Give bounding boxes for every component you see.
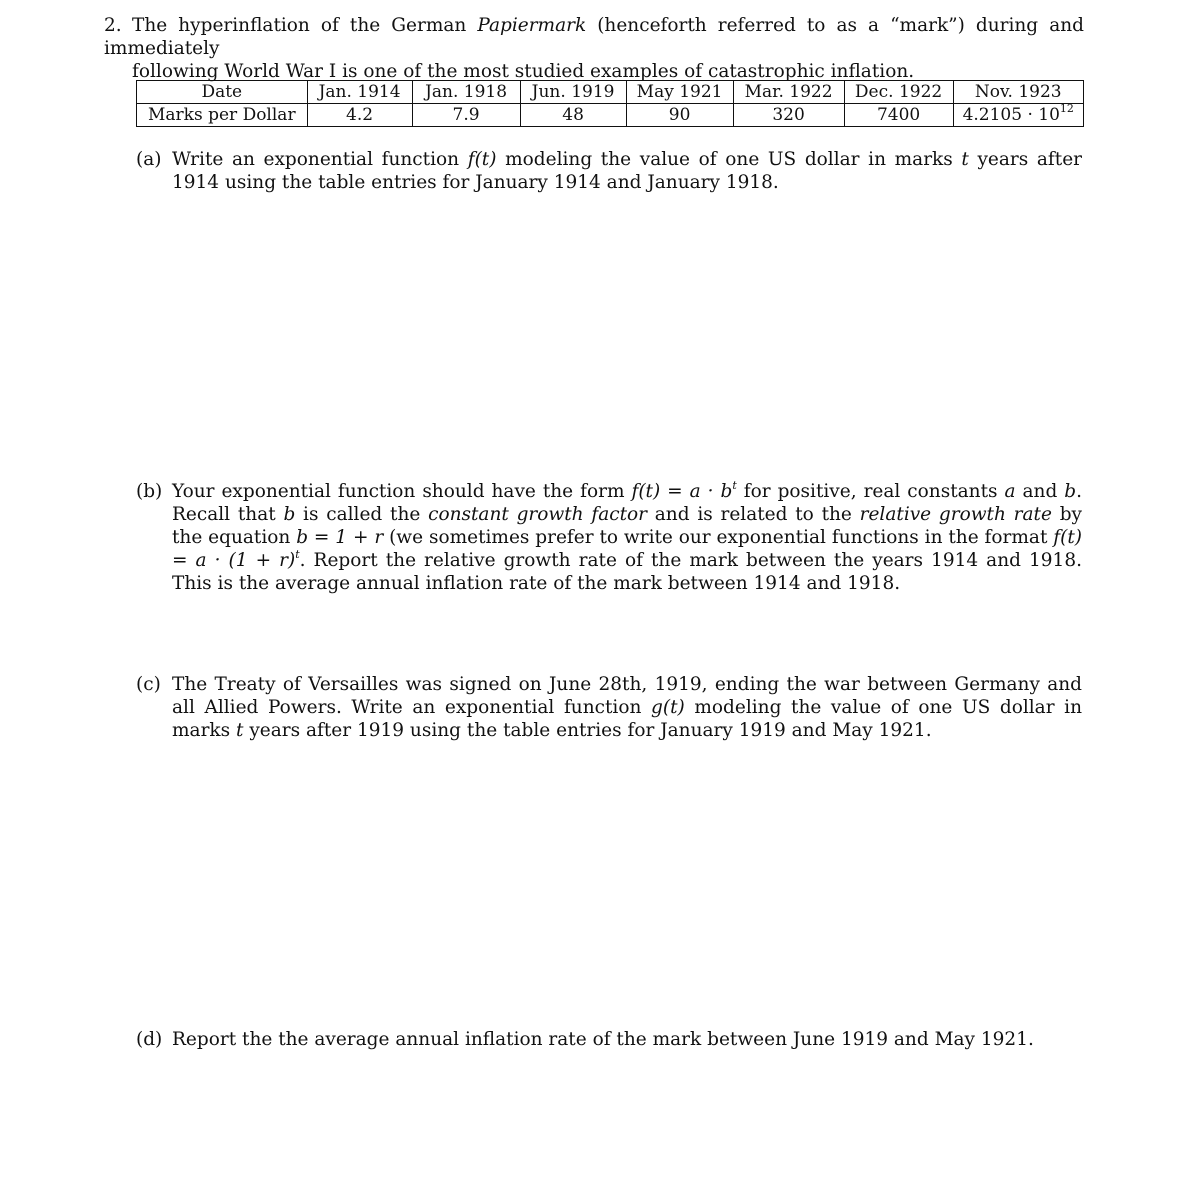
row-label-date: Date xyxy=(137,81,308,104)
part-a-text-1: Write an exponential function xyxy=(172,149,468,170)
part-b-math-b: b xyxy=(1064,481,1077,502)
part-a-text xyxy=(136,148,1082,194)
part-c-text xyxy=(136,673,1082,742)
part-c xyxy=(136,673,1082,742)
part-b-math-eq: b = 1 + r xyxy=(296,527,384,548)
date-cell: Jan. 1914 xyxy=(307,81,412,104)
date-cell: Jan. 1918 xyxy=(412,81,520,104)
part-b-math-exp2: t xyxy=(295,547,300,561)
intro-text-pre: The hyperinflation of the German xyxy=(132,15,478,36)
intro-line-2: following World War I is one of the most studied examples of catastrophic inflation. xyxy=(132,61,915,82)
problem-intro xyxy=(104,14,1084,83)
value-cell: 7400 xyxy=(844,104,953,127)
part-b-label: (b) xyxy=(136,481,163,502)
row-label-marks: Marks per Dollar xyxy=(137,104,308,127)
part-a xyxy=(136,148,1082,194)
value-cell: 320 xyxy=(733,104,844,127)
part-d xyxy=(136,1028,1082,1051)
value-cell: 48 xyxy=(520,104,626,127)
intro-italic-term: Papiermark xyxy=(477,15,587,36)
part-c-text-1: The Treaty of Versailles was signed on June 28th, 1919, ending the war between Germany and all Allied Powers. Write an exponential function xyxy=(172,674,1082,718)
part-d-text: Report the the average annual inflation rate of the mark between June 1919 and May 1921. xyxy=(172,1029,1034,1050)
date-cell: May 1921 xyxy=(626,81,733,104)
part-c-text-3: years after 1919 using the table entries for January 1919 and May 1921. xyxy=(243,720,932,741)
part-b-text-7: by the equation xyxy=(172,504,1082,548)
part-b-text-3: and xyxy=(1015,481,1065,502)
part-b-text-9: . Report the relative growth rate of the mark between the years 1914 and 1918. This is the average annual inflation rate of the mark between 1914 and 1918. xyxy=(172,550,1082,594)
marks-table xyxy=(136,80,1084,127)
value-cell: 4.2 xyxy=(307,104,412,127)
part-a-math-t: t xyxy=(961,149,969,170)
part-b-text-4: . Recall that xyxy=(172,481,1082,525)
problem-number: 2. xyxy=(104,15,122,36)
part-b-math-form1: f(t) = a · b xyxy=(631,481,733,502)
date-cell: Mar. 1922 xyxy=(733,81,844,104)
part-b-text xyxy=(136,480,1082,595)
date-cell: Jun. 1919 xyxy=(520,81,626,104)
part-b-text-8: (we sometimes prefer to write our exponential functions in the format xyxy=(383,527,1054,548)
part-b-text-1: Your exponential function should have the form xyxy=(172,481,632,502)
part-c-math-g: g(t) xyxy=(651,697,685,718)
part-c-math-t: t xyxy=(236,720,244,741)
part-b-text-5: is called the xyxy=(295,504,429,525)
value-cell-scientific xyxy=(953,104,1083,127)
table-row-values xyxy=(137,104,1084,127)
value-cell: 90 xyxy=(626,104,733,127)
part-b-math-form2: f(t) = a · (1 + r) xyxy=(172,527,1082,571)
part-b-term-growth-factor: constant growth factor xyxy=(428,504,648,525)
value-exponent: 12 xyxy=(1059,102,1074,116)
part-a-label: (a) xyxy=(136,149,162,170)
value-mantissa: 4.2105 · 10 xyxy=(962,105,1060,125)
part-b-math-exp1: t xyxy=(732,478,737,492)
part-b-text-2: for positive, real constants xyxy=(736,481,1005,502)
part-a-text-2: modeling the value of one US dollar in marks xyxy=(496,149,962,170)
part-a-math-f: f(t) xyxy=(467,149,497,170)
part-a-text-3: years after 1914 using the table entries for January 1914 and January 1918. xyxy=(172,149,1082,193)
part-d-label: (d) xyxy=(136,1029,163,1050)
part-c-label: (c) xyxy=(136,674,161,695)
date-cell: Dec. 1922 xyxy=(844,81,953,104)
table-row-dates xyxy=(137,81,1084,104)
part-b-term-growth-rate: relative growth rate xyxy=(859,504,1052,525)
date-cell: Nov. 1923 xyxy=(953,81,1083,104)
part-b-text-6: and is related to the xyxy=(647,504,860,525)
value-cell: 7.9 xyxy=(412,104,520,127)
part-b-math-a: a xyxy=(1004,481,1016,502)
intro-text-post: (henceforth referred to as a “mark”) during and immediately xyxy=(104,15,1084,59)
part-b-math-b2: b xyxy=(283,504,296,525)
part-b xyxy=(136,480,1082,595)
part-c-text-2: modeling the value of one US dollar in marks xyxy=(172,697,1082,741)
